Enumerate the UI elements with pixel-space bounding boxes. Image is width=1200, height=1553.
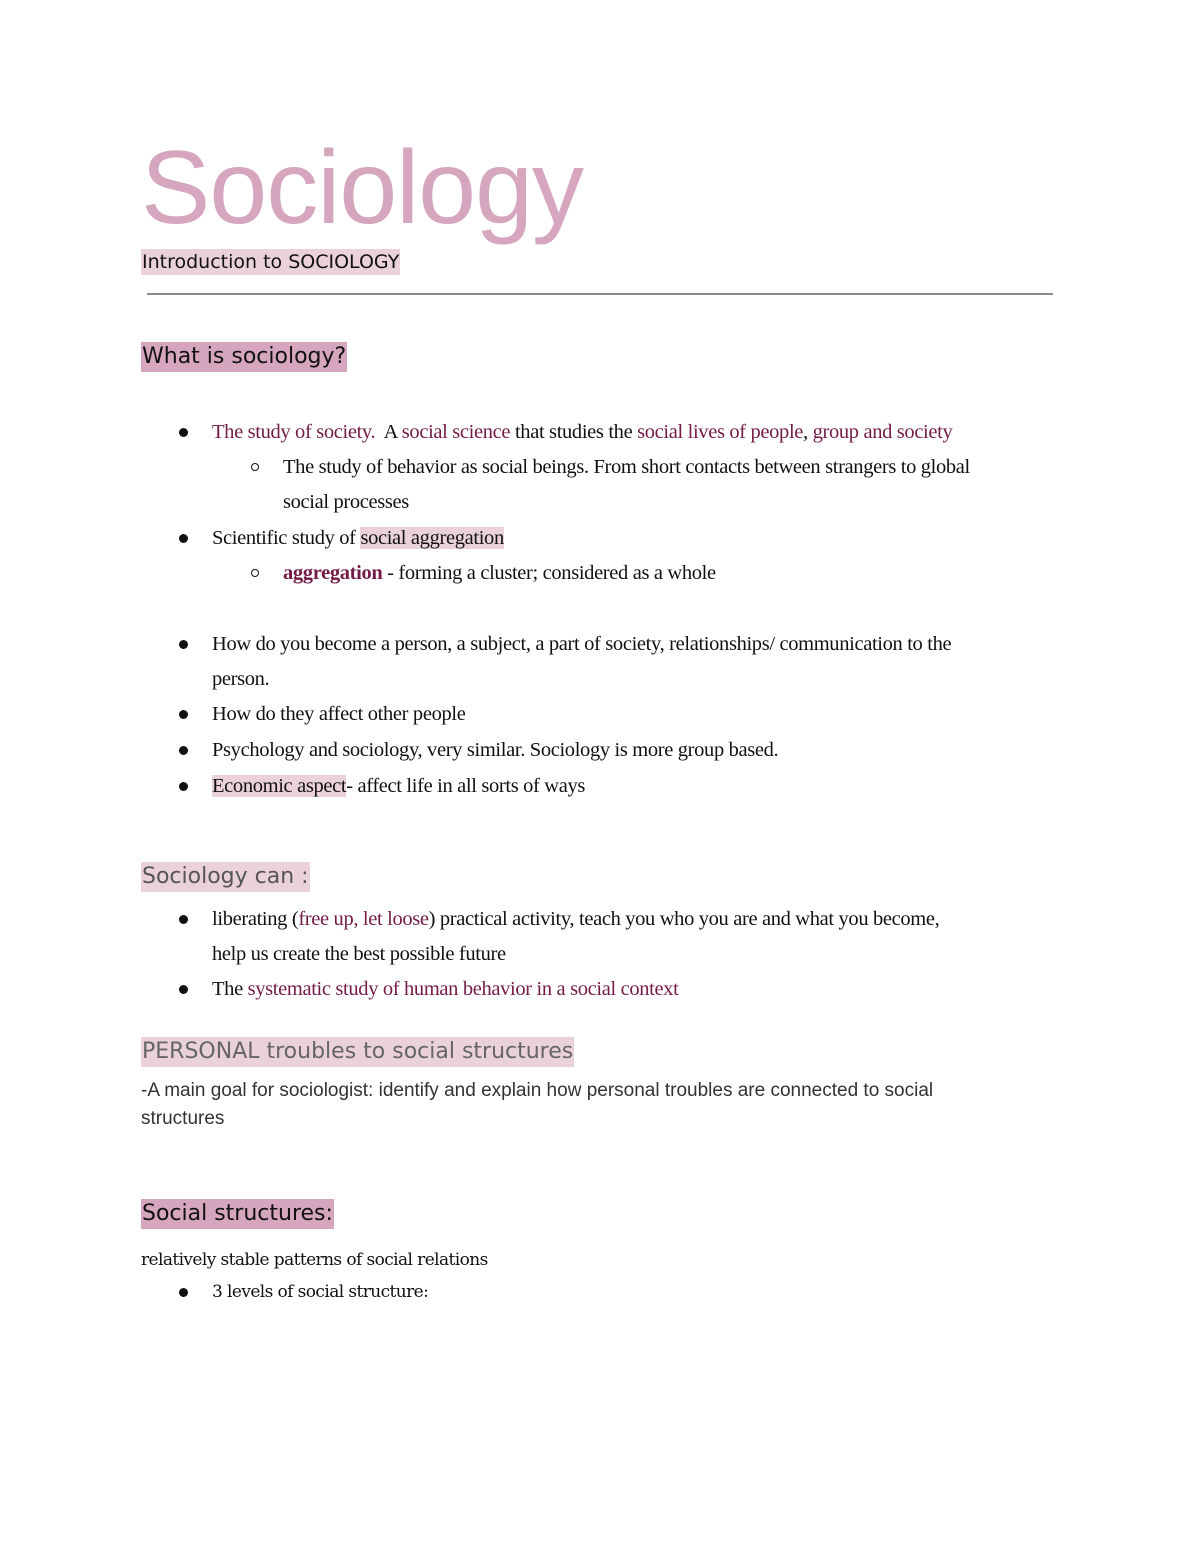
list-item (212, 772, 585, 800)
document-subtitle: Introduction to SOCIOLOGY (142, 251, 400, 273)
text-run: A (375, 421, 402, 443)
bullet-icon (179, 915, 188, 924)
text-run: , (803, 421, 813, 443)
text-run: - affect life in all sorts of ways (346, 775, 585, 797)
text-run: systematic study of human behavior in a social context (247, 978, 679, 1000)
paragraph-line: structures (141, 1108, 225, 1129)
term: aggregation (283, 562, 383, 584)
circle-bullet-icon (251, 569, 259, 577)
text-run: The (212, 978, 248, 1000)
list-item: Psychology and sociology, very similar. Sociology is more group based. (212, 739, 779, 761)
list-item (283, 559, 716, 587)
list-item-continuation: help us create the best possible future (212, 943, 506, 965)
text-run: social science (401, 421, 511, 443)
highlighted-text: Economic aspect (212, 775, 347, 797)
bullet-icon (179, 782, 188, 791)
bullet-icon (179, 746, 188, 755)
bullet-icon (179, 534, 188, 543)
text-run: Scientific study of (212, 527, 361, 549)
text-run: free up, let loose (298, 908, 429, 930)
list-item (212, 975, 678, 1003)
text-run: - forming a cluster; considered as a whole (382, 562, 716, 584)
heading-social-structures: Social structures: (141, 1199, 334, 1229)
document-title: Sociology (141, 130, 583, 246)
list-item (212, 524, 504, 552)
text-run: social lives of people (637, 421, 804, 443)
bullet-icon (179, 640, 188, 649)
heading-what-is-sociology: What is sociology? (141, 342, 347, 372)
heading-sociology-can: Sociology can : (141, 862, 310, 892)
text-run: liberating ( (212, 908, 299, 930)
heading-personal-troubles: PERSONAL troubles to social structures (141, 1037, 574, 1067)
list-item: How do they affect other people (212, 703, 466, 725)
list-item: How do you become a person, a subject, a part of society, relationships/ communication to the (212, 633, 952, 655)
circle-bullet-icon (251, 463, 259, 471)
bullet-icon (179, 428, 188, 437)
list-item-continuation: person. (212, 668, 270, 690)
text-run: group and society (812, 421, 953, 443)
bullet-icon (179, 985, 188, 994)
text-run: The study of society. (212, 421, 376, 443)
list-item (212, 905, 939, 933)
horizontal-divider (147, 293, 1053, 295)
highlighted-text: social aggregation (360, 527, 504, 549)
list-item: 3 levels of social structure: (212, 1282, 429, 1302)
definition-text: relatively stable patterns of social relations (141, 1250, 488, 1270)
bullet-icon (179, 710, 188, 719)
paragraph-line: -A main goal for sociologist: identify and explain how personal troubles are connected to social (141, 1080, 934, 1101)
text-run: that studies the (510, 421, 638, 443)
list-item (212, 418, 952, 446)
bullet-icon (179, 1288, 188, 1297)
list-item-continuation: social processes (283, 491, 409, 513)
text-run: ) practical activity, teach you who you are and what you become, (428, 908, 940, 930)
list-item: The study of behavior as social beings. From short contacts between strangers to global (283, 456, 970, 478)
